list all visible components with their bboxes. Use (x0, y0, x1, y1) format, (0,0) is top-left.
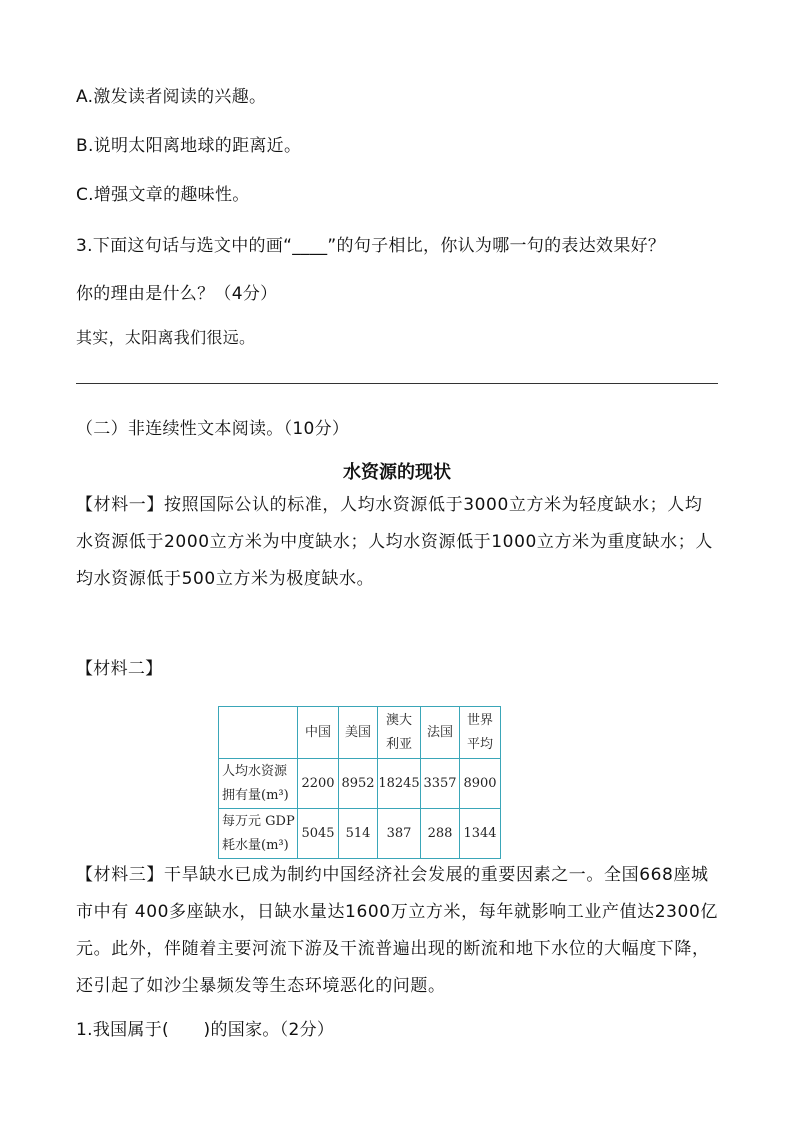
table-cell: 2200 (298, 759, 339, 809)
article-title: 水资源的现状 (343, 462, 451, 483)
table-cell: 5045 (298, 809, 339, 859)
table-cell: 8900 (460, 759, 501, 809)
table-cell: 3357 (421, 759, 460, 809)
table-cell: 18245 (378, 759, 421, 809)
table-row (219, 759, 501, 809)
table-row (219, 809, 501, 859)
material-1: 【材料一】按照国际公认的标准，人均水资源低于3000立方米为轻度缺水；人均水资源低于2000立方米为中度缺水；人均水资源低于1000立方米为重度缺水；人均水资源低于500立方米为极度缺水。 (76, 495, 713, 589)
table-row-label: 每万元 GDP 耗水量(m³) (219, 809, 298, 859)
material-2-label: 【材料二】 (76, 659, 163, 679)
table-header-cell: 美国 (339, 707, 378, 759)
table-cell: 288 (421, 809, 460, 859)
question-3-quote: 其实，太阳离我们很远。 (76, 328, 256, 347)
option-a: A.激发读者阅读的兴趣。 (76, 87, 267, 107)
table-cell: 1344 (460, 809, 501, 859)
section-divider (76, 383, 718, 384)
section-heading: （二）非连续性文本阅读。（10分） (76, 419, 350, 439)
question-3-line2: 你的理由是什么？（4分） (76, 284, 278, 304)
table-header-row (219, 707, 501, 759)
question-1: 1.我国属于( )的国家。（2分） (76, 1020, 335, 1040)
option-b: B.说明太阳离地球的距离近。 (76, 136, 302, 156)
material-3: 【材料三】干旱缺水已成为制约中国经济社会发展的重要因素之一。全国668座城市中有 400多座缺水，日缺水量达1600万立方米，每年就影响工业产值达2300亿元。此外，伴随着主要河流下游及干流普遍出现的断流和地下水位的大幅度下降，还引起了如沙尘暴频发等生态环境恶化的问题。 (76, 865, 718, 996)
water-resource-table (218, 706, 501, 859)
table-header-cell (219, 707, 298, 759)
table-header-cell: 法国 (421, 707, 460, 759)
table-cell: 514 (339, 809, 378, 859)
option-c: C.增强文章的趣味性。 (76, 185, 250, 205)
table-header-cell: 世界 平均 (460, 707, 501, 759)
question-3-line1: 3.下面这句话与选文中的画“____”的句子相比，你认为哪一句的表达效果好？ (76, 236, 666, 256)
table-cell: 8952 (339, 759, 378, 809)
table-header-cell: 澳大 利亚 (378, 707, 421, 759)
table-row-label: 人均水资源 拥有量(m³) (219, 759, 298, 809)
table-cell: 387 (378, 809, 421, 859)
table-header-cell: 中国 (298, 707, 339, 759)
